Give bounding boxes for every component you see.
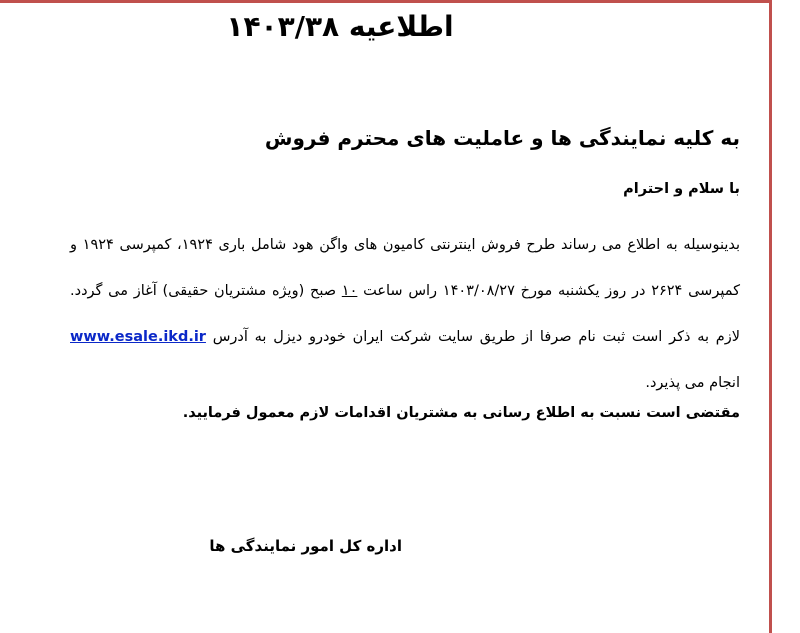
greeting: با سلام و احترام xyxy=(623,181,740,197)
addressee-line: به کلیه نمایندگی ها و عاملیت های محترم فروش xyxy=(264,126,740,150)
esale-website-link[interactable]: www.esale.ikd.ir xyxy=(70,329,206,345)
page-border-top xyxy=(0,0,772,3)
body-text-part1: بدینوسیله به اطلاع می رساند طرح فروش اینترنتی کامیون های واگن هود شامل باری ۱۹۲۴، کمپرسی ۱۹۲۴ و کمپرسی ۲۶۲۴ در روز یکشنبه مورخ ۱۴۰۳/۰۸/۲۷ راس ساعت xyxy=(70,237,740,299)
body-text-part2: صبح (ویژه مشتریان حقیقی) آغاز می گردد. لازم به ذکر است ثبت نام صرفا از طریق سایت شرکت ایران خودرو دیزل به آدرس xyxy=(70,283,740,345)
announcement-title: اطلاعیه ۱۴۰۳/۳۸ xyxy=(226,10,454,43)
page-border-right xyxy=(769,0,772,633)
start-hour: ۱۰ xyxy=(341,283,358,299)
main-paragraph xyxy=(70,222,740,406)
closing-line: مقتضی است نسبت به اطلاع رسانی به مشتریان اقدامات لازم معمول فرمایید. xyxy=(182,405,740,421)
body-text-part3: انجام می پذیرد. xyxy=(645,375,740,391)
signature-department: اداره کل امور نمایندگی ها xyxy=(209,537,402,555)
